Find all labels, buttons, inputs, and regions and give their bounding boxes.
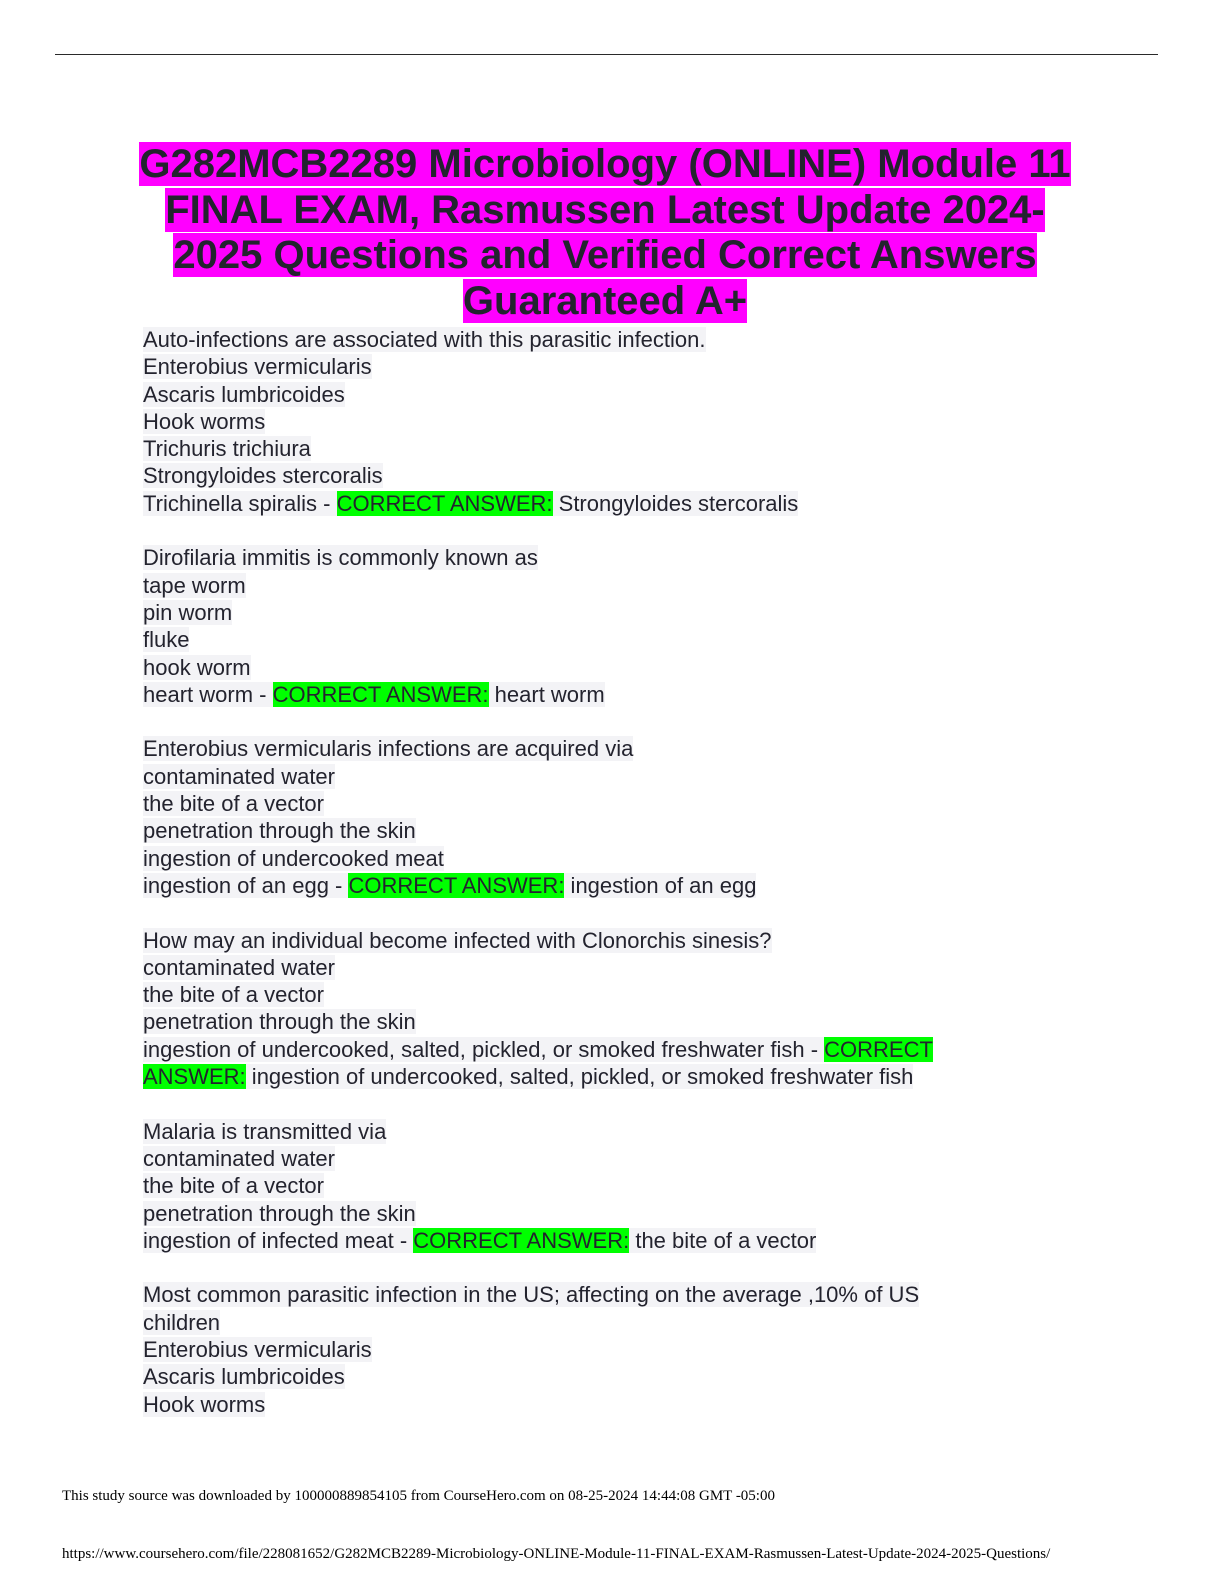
option: tape worm	[143, 572, 246, 598]
option: Ascaris lumbricoides	[143, 1364, 345, 1390]
correct-answer: ingestion of an egg	[564, 872, 757, 898]
option: Enterobius vermicularis	[143, 1336, 372, 1362]
answer-line: ingestion of infected meat - CORRECT ANSWER: the bite of a vector	[143, 1227, 817, 1253]
question-text: How may an individual become infected with Clonorchis sinesis?	[143, 927, 772, 953]
question-list	[143, 326, 1023, 1418]
option: ingestion of undercooked meat	[143, 845, 444, 871]
option: the bite of a vector	[143, 982, 324, 1008]
option: Strongyloides stercoralis	[143, 463, 383, 489]
correct-answer-label: CORRECT ANSWER:	[348, 872, 565, 898]
option: pin worm	[143, 599, 233, 625]
option: the bite of a vector	[143, 791, 324, 817]
title-line: Guaranteed A+	[462, 278, 748, 323]
question-text: Most common parasitic infection in the US; affecting on the average ,10% of US	[143, 1282, 920, 1308]
question-text: Dirofilaria immitis is commonly known as	[143, 545, 538, 571]
option: penetration through the skin	[143, 1200, 416, 1226]
option: the bite of a vector	[143, 1173, 324, 1199]
correct-answer: heart worm	[488, 681, 605, 707]
title-line: FINAL EXAM, Rasmussen Latest Update 2024-	[165, 187, 1045, 232]
correct-answer-label: ANSWER:	[143, 1064, 246, 1090]
correct-answer: Strongyloides stercoralis	[552, 490, 799, 516]
correct-answer: ingestion of undercooked, salted, pickled, or smoked freshwater fish	[245, 1064, 914, 1090]
option: fluke	[143, 627, 190, 653]
question-text: Auto-infections are associated with this parasitic infection.	[143, 327, 706, 352]
download-note: This study source was downloaded by 100000889854105 from CourseHero.com on 08-25-2024 14:44:08 GMT -05:00	[62, 1488, 775, 1504]
option: Trichuris trichiura	[143, 436, 311, 462]
option: penetration through the skin	[143, 1009, 416, 1035]
option: hook worm	[143, 654, 251, 680]
option: Enterobius vermicularis	[143, 354, 372, 380]
title-line: G282MCB2289 Microbiology (ONLINE) Module 11	[139, 142, 1071, 186]
correct-answer-label: CORRECT ANSWER:	[272, 681, 489, 707]
title-line: 2025 Questions and Verified Correct Answers	[173, 233, 1037, 277]
option: Hook worms	[143, 408, 266, 434]
option: contaminated water	[143, 763, 335, 789]
correct-answer-label: CORRECT	[824, 1036, 933, 1062]
answer-line: ingestion of an egg - CORRECT ANSWER: ingestion of an egg	[143, 872, 757, 898]
answer-line: ingestion of undercooked, salted, pickled, or smoked freshwater fish - CORRECT	[143, 1036, 933, 1062]
question-text: Enterobius vermicularis infections are acquired via	[143, 736, 634, 762]
option: penetration through the skin	[143, 818, 416, 844]
option: Ascaris lumbricoides	[143, 381, 345, 407]
option: Hook worms	[143, 1391, 266, 1417]
correct-answer-label: CORRECT ANSWER:	[336, 490, 553, 516]
option: contaminated water	[143, 1145, 335, 1171]
top-rule	[55, 54, 1158, 55]
question-text-continued: children	[143, 1309, 221, 1335]
correct-answer: the bite of a vector	[629, 1227, 817, 1253]
answer-line: Trichinella spiralis - CORRECT ANSWER: Strongyloides stercoralis	[143, 490, 799, 516]
answer-line: heart worm - CORRECT ANSWER: heart worm	[143, 681, 605, 707]
question-text: Malaria is transmitted via	[143, 1118, 387, 1144]
document-title	[130, 142, 1080, 324]
option: contaminated water	[143, 954, 335, 980]
correct-answer-label: CORRECT ANSWER:	[413, 1227, 630, 1253]
source-url[interactable]: https://www.coursehero.com/file/228081652/G282MCB2289-Microbiology-ONLINE-Module-11-FINAL-EXAM-Rasmussen-Latest-Update-2024-2025-Questions/	[62, 1546, 1051, 1562]
answer-line-continued	[143, 1063, 1023, 1090]
